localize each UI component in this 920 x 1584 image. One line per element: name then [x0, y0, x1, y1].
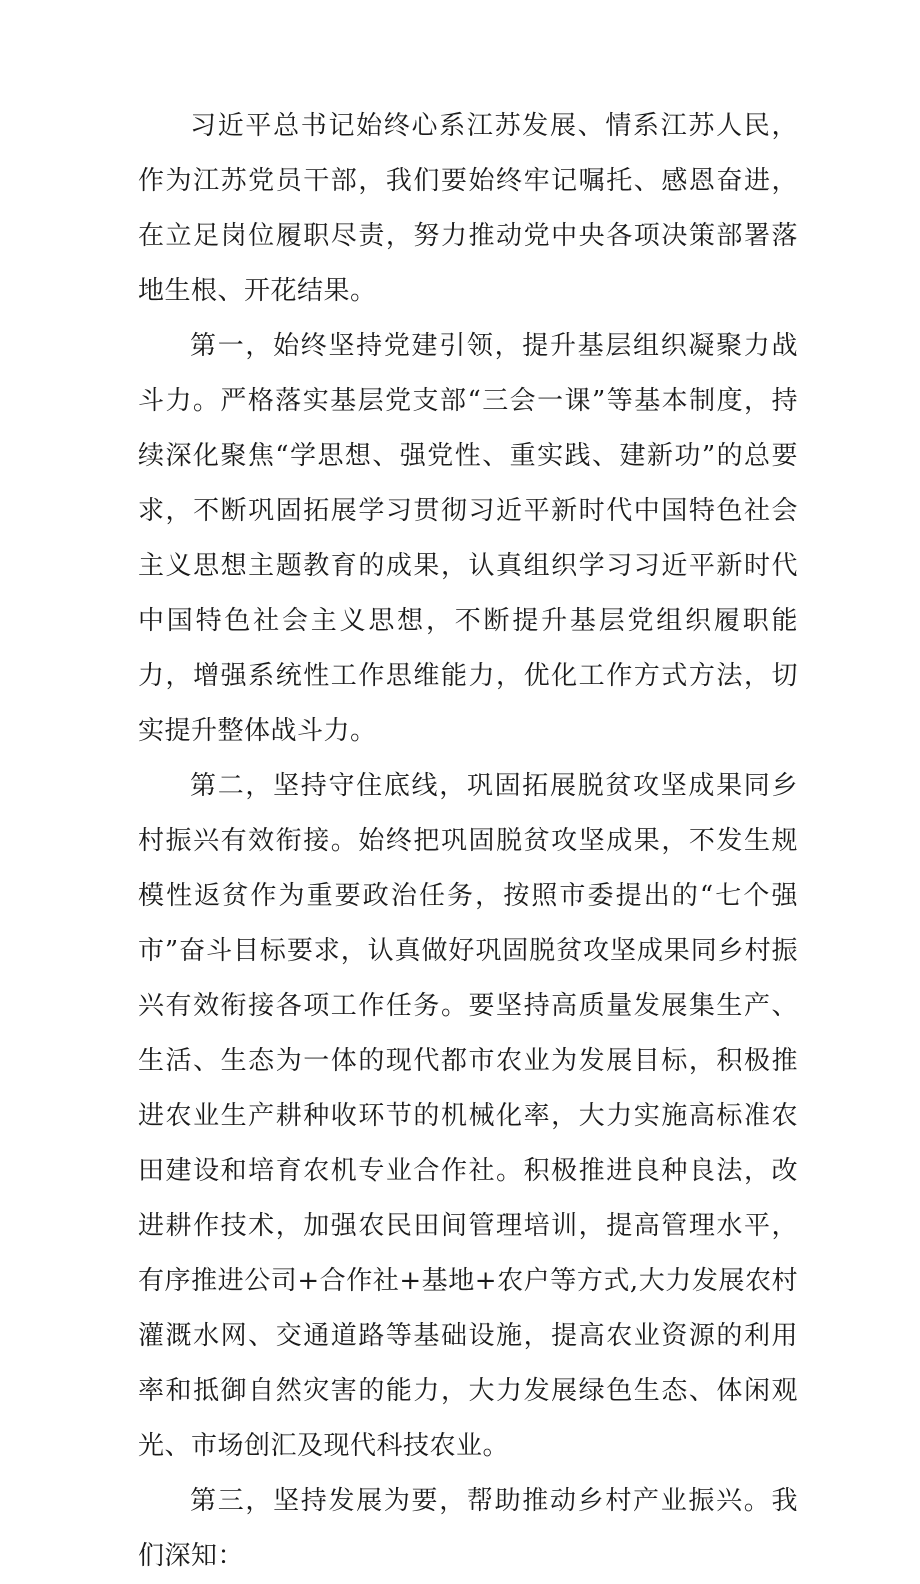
paragraph-third-point: 第三，坚持发展为要，帮助推动乡村产业振兴。我们深知：	[138, 1486, 798, 1571]
paragraph-intro: 习近平总书记始终心系江苏发展、情系江苏人民，作为江苏党员干部，我们要始终牢记嘱托、感恩奋进，在立足岗位履职尽责，努力推动党中央各项决策部署落地生根、开花结果。	[138, 111, 798, 306]
paragraph-second-point: 第二，坚持守住底线，巩固拓展脱贫攻坚成果同乡村振兴有效衔接。始终把巩固脱贫攻坚成果，不发生规模性返贫作为重要政治任务，按照市委提出的“七个强市”奋斗目标要求，认真做好巩固脱贫攻坚成果同乡村振兴有效衔接各项工作任务。要坚持高质量发展集生产、生活、生态为一体的现代都市农业为发展目标，积极推进农业生产耕种收环节的机械化率，大力实施高标准农田建设和培育农机专业合作社。积极推进良种良法，改进耕作技术，加强农民田间管理培训，提高管理水平，有序推进公司+合作社+基地+农户等方式,大力发展农村灌溉水网、交通道路等基础设施，提高农业资源的利用率和抵御自然灾害的能力，大力发展绿色生态、体闲观光、市场创汇及现代科技农业。	[138, 771, 798, 1461]
paragraph-first-point: 第一，始终坚持党建引领，提升基层组织凝聚力战斗力。严格落实基层党支部“三会一课”等基本制度，持续深化聚焦“学思想、强党性、重实践、建新功”的总要求，不断巩固拓展学习贯彻习近平新时代中国特色社会主义思想主题教育的成果，认真组织学习习近平新时代中国特色社会主义思想，不断提升基层党组织履职能力，增强系统性工作思维能力，优化工作方式方法，切实提升整体战斗力。	[138, 331, 798, 746]
document-body	[138, 99, 798, 1584]
